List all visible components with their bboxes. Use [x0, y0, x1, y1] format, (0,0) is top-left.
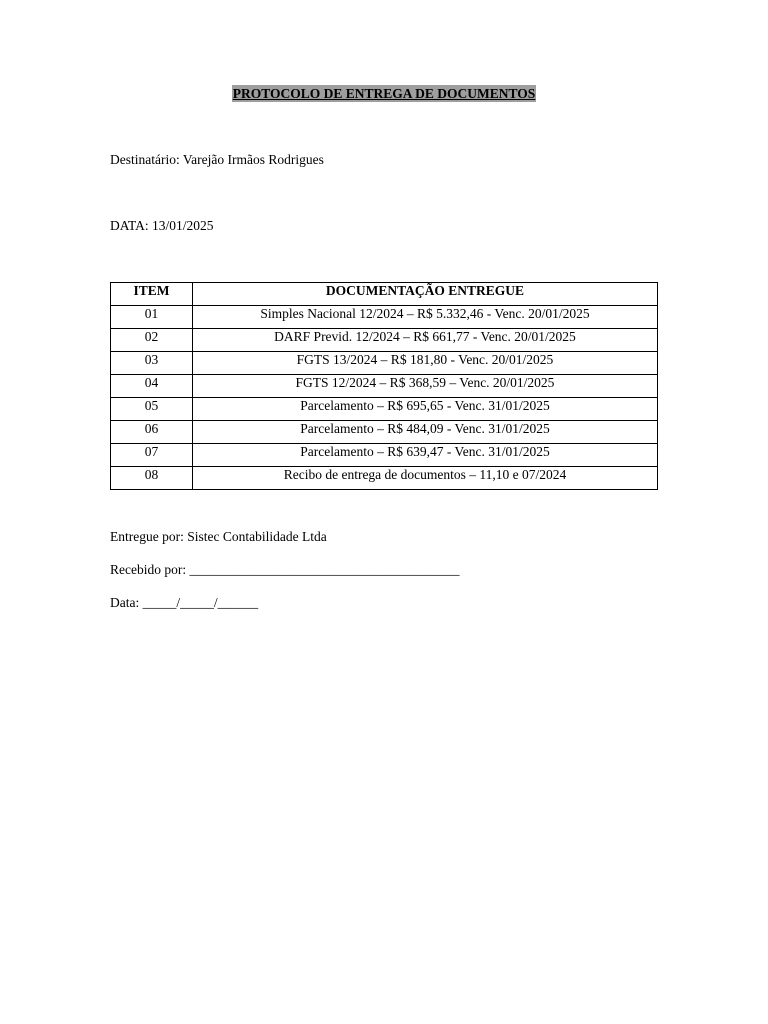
item-number-cell: 07 — [111, 444, 193, 467]
item-number-cell: 05 — [111, 398, 193, 421]
table-row — [111, 352, 658, 375]
table-header-row — [111, 283, 658, 306]
documentation-cell: Parcelamento – R$ 639,47 - Venc. 31/01/2025 — [193, 444, 658, 467]
documentation-cell: FGTS 13/2024 – R$ 181,80 - Venc. 20/01/2025 — [193, 352, 658, 375]
title-container — [0, 85, 768, 102]
item-number-cell: 02 — [111, 329, 193, 352]
header-item: ITEM — [111, 283, 193, 306]
document-title: PROTOCOLO DE ENTREGA DE DOCUMENTOS — [232, 86, 536, 101]
item-number-cell: 08 — [111, 467, 193, 490]
table-row — [111, 467, 658, 490]
documentation-cell: Parcelamento – R$ 695,65 - Venc. 31/01/2025 — [193, 398, 658, 421]
table-row — [111, 444, 658, 467]
recipient-line: Destinatário: Varejão Irmãos Rodrigues — [110, 152, 324, 167]
documentation-cell: Simples Nacional 12/2024 – R$ 5.332,46 - Venc. 20/01/2025 — [193, 306, 658, 329]
table-row — [111, 306, 658, 329]
table-row — [111, 421, 658, 444]
delivered-by-line: Entregue por: Sistec Contabilidade Ltda — [110, 529, 327, 544]
documentation-cell: Parcelamento – R$ 484,09 - Venc. 31/01/2025 — [193, 421, 658, 444]
table-row — [111, 398, 658, 421]
documentation-cell: FGTS 12/2024 – R$ 368,59 – Venc. 20/01/2025 — [193, 375, 658, 398]
item-number-cell: 04 — [111, 375, 193, 398]
documentation-cell: Recibo de entrega de documentos – 11,10 e 07/2024 — [193, 467, 658, 490]
table-row — [111, 329, 658, 352]
documentation-cell: DARF Previd. 12/2024 – R$ 661,77 - Venc. 20/01/2025 — [193, 329, 658, 352]
documents-table — [110, 282, 658, 490]
header-documentation: DOCUMENTAÇÃO ENTREGUE — [193, 283, 658, 306]
signature-date-line: Data: _____/_____/______ — [110, 595, 259, 610]
item-number-cell: 03 — [111, 352, 193, 375]
received-by-line: Recebido por: ________________________________________ — [110, 562, 460, 577]
item-number-cell: 01 — [111, 306, 193, 329]
date-line: DATA: 13/01/2025 — [110, 218, 214, 233]
table-row — [111, 375, 658, 398]
item-number-cell: 06 — [111, 421, 193, 444]
